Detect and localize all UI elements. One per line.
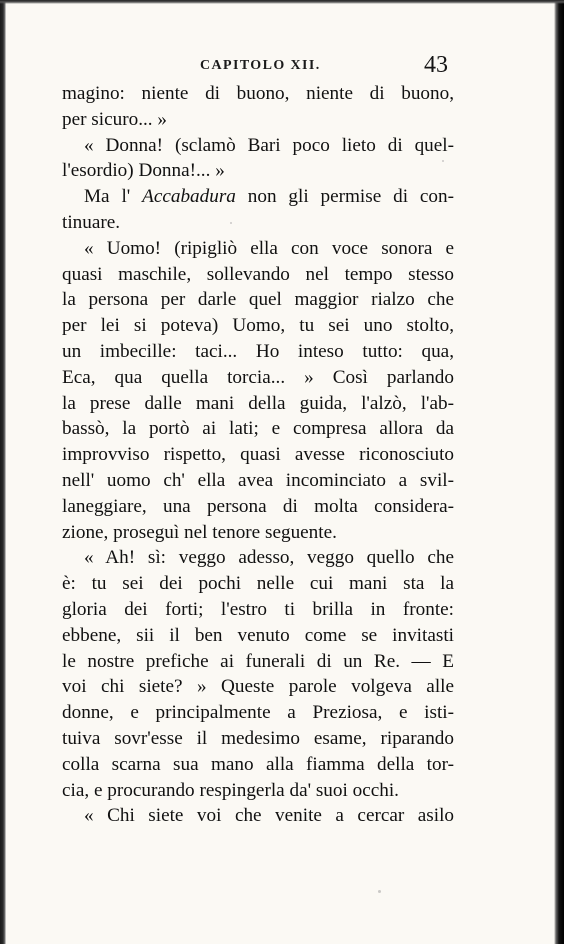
text-line: improvviso rispetto, quasi avesse riconosciuto — [62, 444, 454, 466]
page-number: 43 — [424, 52, 448, 78]
text-line: « Uomo! (ripigliò ella con voce sonora e — [84, 237, 454, 259]
chapter-title: CAPITOLO XII. — [200, 58, 321, 73]
text-line: ebbene, sii il ben venuto come se invitasti — [62, 624, 454, 646]
text-line: tinuare. — [62, 211, 121, 233]
scan-edge-right — [554, 0, 564, 944]
text-segment: non gli permise di con- — [235, 186, 454, 208]
paper-speck — [230, 222, 232, 224]
text-line: voi chi siete? » Queste parole volgeva alle — [62, 676, 454, 698]
text-line: laneggiare, una persona di molta considera- — [62, 495, 454, 517]
body-text — [62, 81, 454, 829]
text-line: per lei si poteva) Uomo, tu sei uno stolto, — [62, 315, 454, 337]
scan-edge-top — [0, 0, 564, 4]
text-line: la prese dalle mani della guida, l'alzò, l'ab- — [62, 392, 454, 414]
text-line: quasi maschile, sollevando nel tempo stesso — [62, 263, 454, 285]
text-segment: Ma l' — [84, 186, 143, 208]
text-line: tuiva sovr'esse il medesimo esame, riparando — [62, 727, 454, 749]
text-line: per sicuro... » — [62, 108, 167, 130]
text-line: donne, e principalmente a Preziosa, e isti- — [62, 702, 454, 724]
text-line: colla scarna sua mano alla fiamma della tor- — [62, 753, 454, 775]
text-line: bassò, la portò ai lati; e compresa allora da — [62, 418, 454, 440]
text-line: cia, e procurando respingerla da' suoi occhi. — [62, 779, 399, 801]
text-line: gloria dei forti; l'estro ti brilla in fronte: — [62, 598, 454, 620]
text-line: un imbecille: taci... Ho inteso tutto: qua, — [62, 340, 454, 362]
scan-edge-left — [0, 0, 6, 944]
text-line: l'esordio) Donna!... » — [62, 160, 225, 182]
paper-speck — [378, 890, 381, 893]
text-line: « Donna! (sclamò Bari poco lieto di quel- — [84, 134, 454, 156]
paper-speck — [442, 160, 444, 162]
text-line: « Ah! sì: veggo adesso, veggo quello che — [84, 547, 454, 569]
italic-term: Accabadura — [142, 186, 236, 208]
text-line: « Chi siete voi che venite a cercar asilo — [84, 805, 454, 827]
running-head — [0, 52, 564, 82]
text-line: magino: niente di buono, niente di buono, — [62, 83, 454, 104]
text-line: è: tu sei dei pochi nelle cui mani sta la — [62, 573, 454, 595]
text-line: zione, proseguì nel tenore seguente. — [62, 521, 337, 543]
text-line: le nostre prefiche ai funerali di un Re. — E — [62, 650, 454, 672]
text-line — [62, 184, 454, 210]
text-line: nell' uomo ch' ella avea incominciato a svil- — [62, 469, 454, 491]
text-line: Eca, qua quella torcia... » Così parlando — [62, 366, 454, 388]
text-line: la persona per darle quel maggior rialzo che — [62, 289, 454, 311]
